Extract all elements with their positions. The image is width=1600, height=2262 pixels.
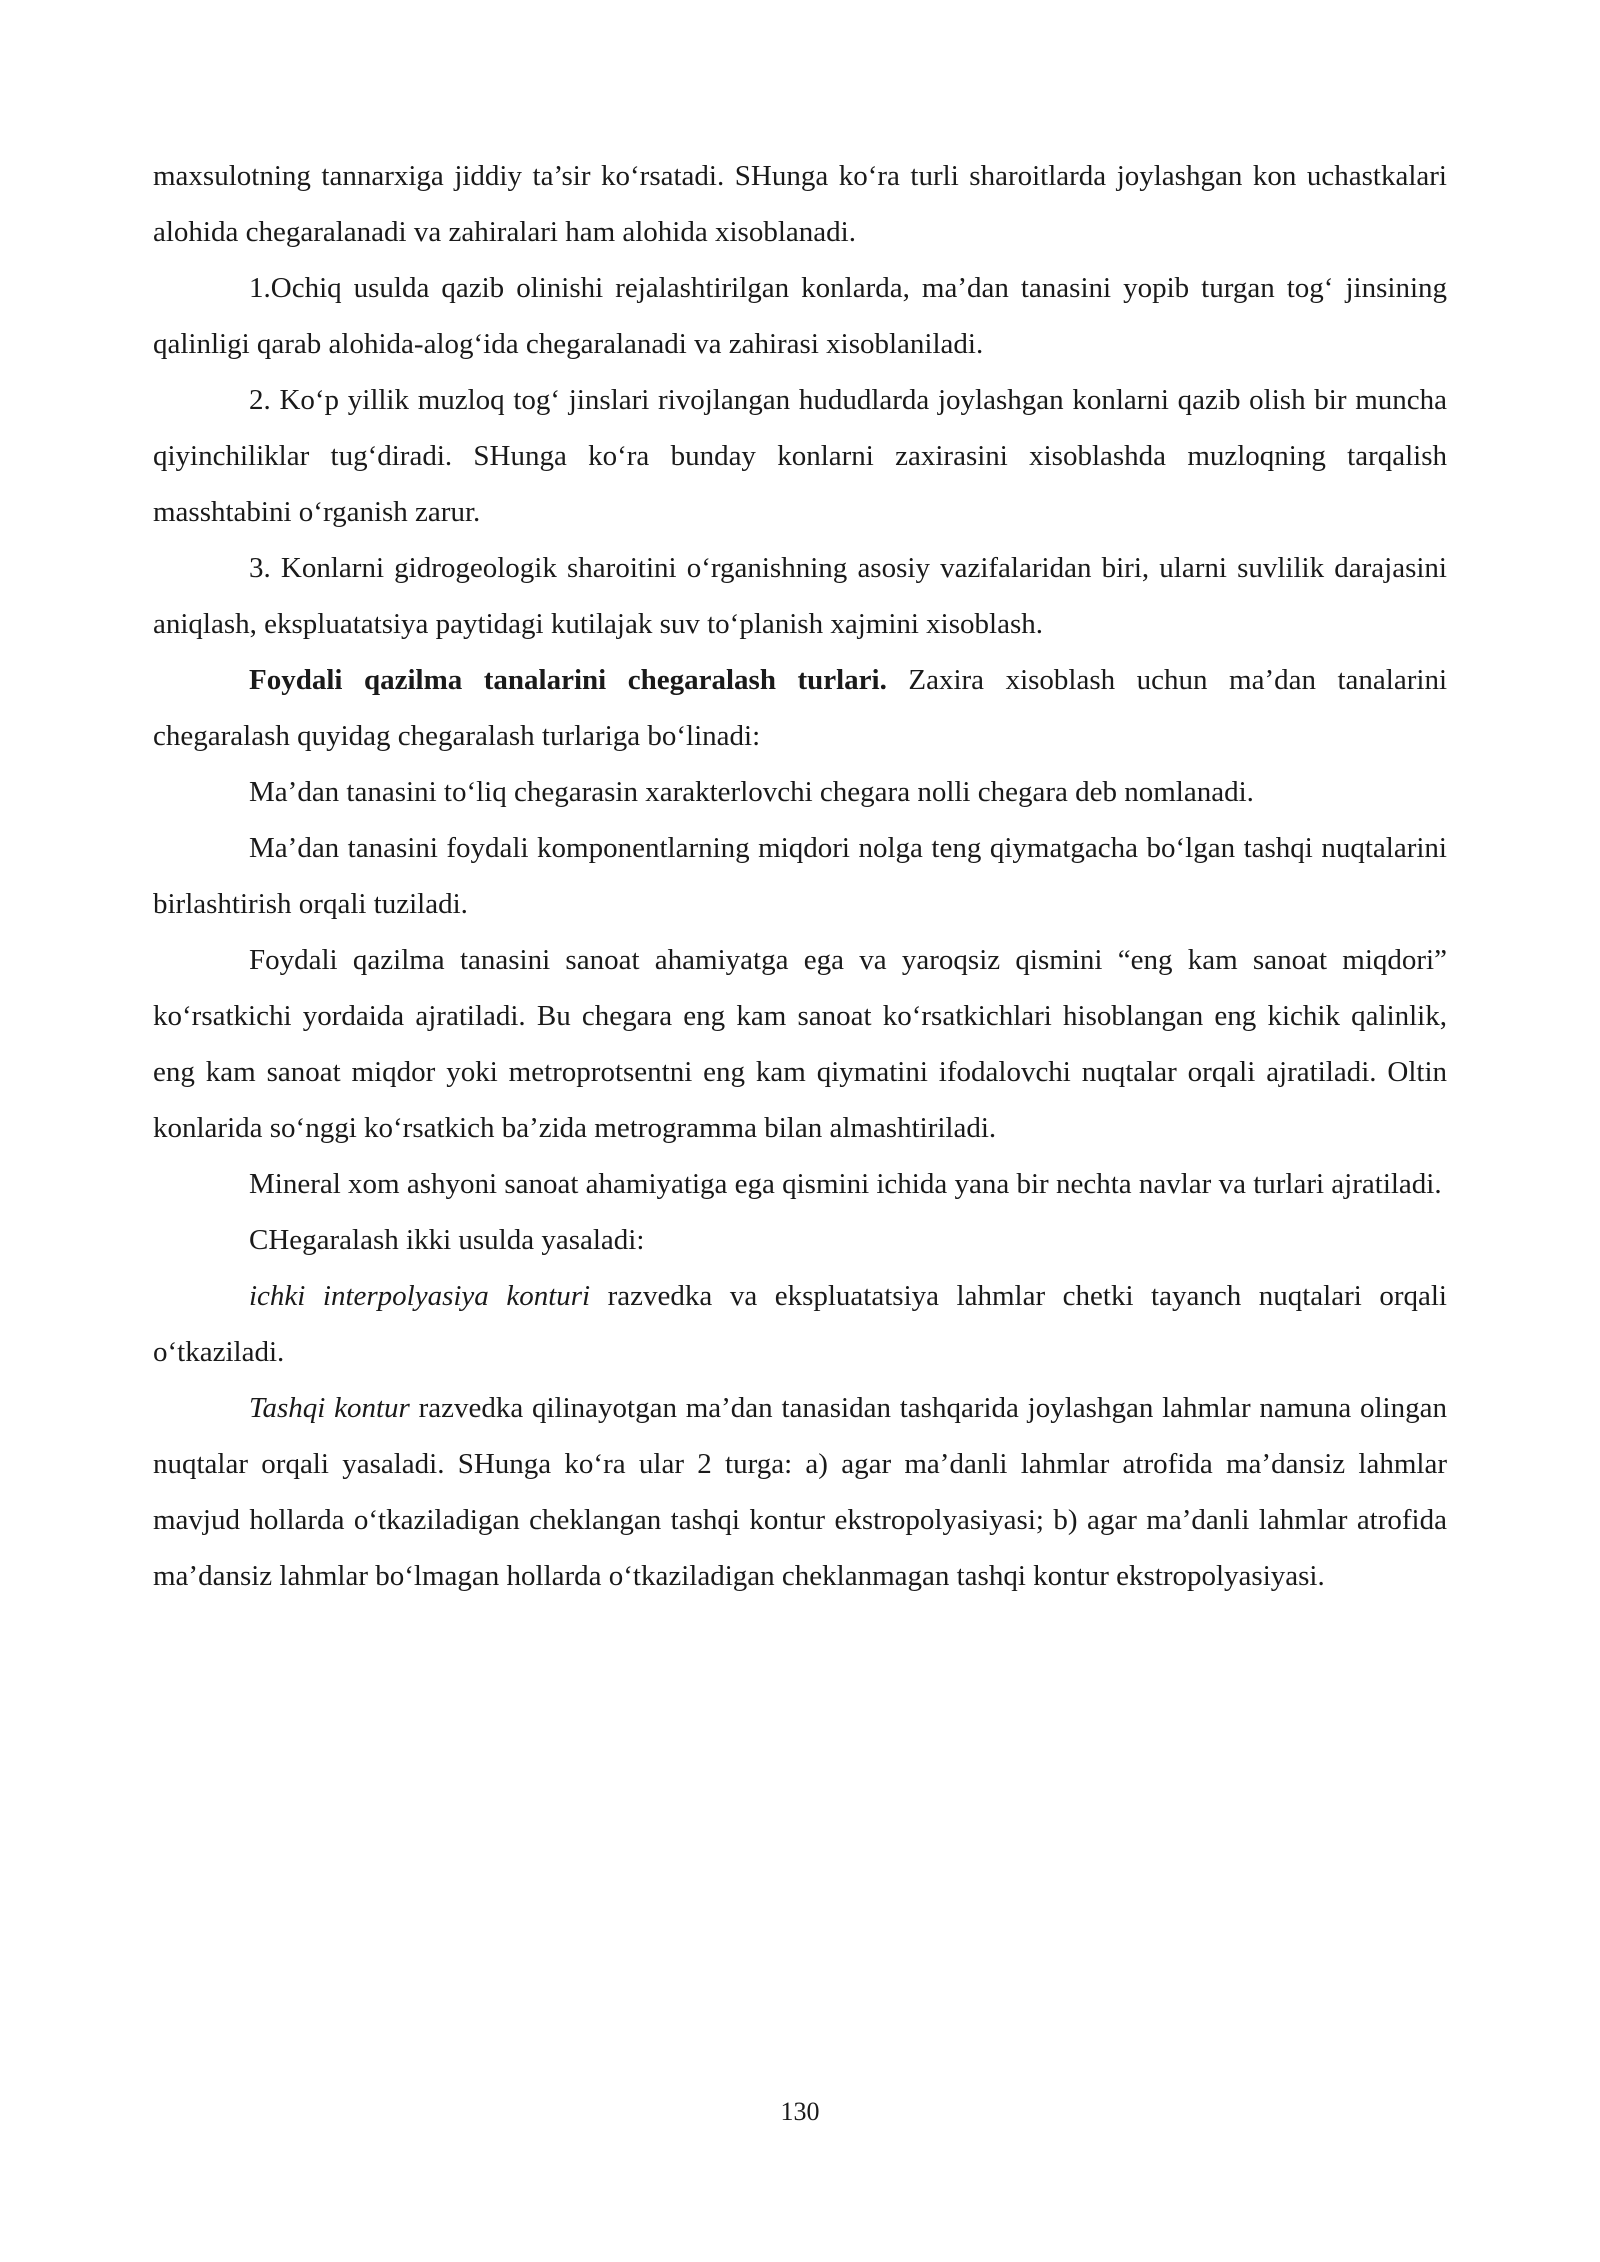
paragraph-boundary-types-text: Zaxira xisoblash uchun ma’dan tanalarini chegaralash quyidag chegaralash turlariga bo‘linadi: (153, 664, 1447, 752)
paragraph-permafrost: 2. Ko‘p yillik muzloq tog‘ jinslari rivojlangan hududlarda joylashgan konlarni qazib olish bir muncha qiyinchiliklar tug‘diradi. SHunga ko‘ra bunday konlarni zaxirasini xisoblashda muzloqning tarqalish masshtabini o‘rganish zarur. (153, 384, 1447, 528)
paragraph-zero-boundary: Ma’dan tanasini to‘liq chegarasin xarakterlovchi chegara nolli chegara deb nomlanadi. (249, 776, 1254, 808)
page-body (153, 148, 1447, 1604)
paragraph-internal-contour (153, 1268, 1447, 1380)
paragraph-min-industrial: Foydali qazilma tanasini sanoat ahamiyatga ega va yaroqsiz qismini “eng kam sanoat miqdori” ko‘rsatkichi yordaida ajratiladi. Bu chegara eng kam sanoat ko‘rsatkichlari hisoblangan eng kichik qalinlik, eng kam sanoat miqdor yoki metroprotsentni eng kam qiymatini ifodalovchi nuqtalar orqali ajratiladi. Oltin konlarida so‘nggi ko‘rsatkich ba’zida metrogramma bilan almashtiriladi. (153, 944, 1447, 1144)
paragraph-external-contour-text: razvedka qilinayotgan ma’dan tanasidan tashqarida joylashgan lahmlar namuna olingan nuqtalar orqali yasaladi. SHunga ko‘ra ular 2 turga: a) agar ma’danli lahmlar atrofida ma’dansiz lahmlar mavjud hollarda o‘tkaziladigan cheklangan tashqi kontur ekstropolyasiyasi; b) agar ma’danli lahmlar atrofida ma’dansiz lahmlar bo‘lmagan hollarda o‘tkaziladigan cheklanmagan tashqi kontur ekstropolyasiyasi. (153, 1392, 1447, 1592)
page-number: 130 (780, 2097, 820, 2126)
section-heading-inline: Foydali qazilma tanalarini chegaralash turlari. (249, 664, 887, 696)
paragraph-1: maxsulotning tannarxiga jiddiy ta’sir ko‘rsatadi. SHunga ko‘ra turli sharoitlarda joylashgan kon uchastkalari alohida chegaralanadi va zahiralari ham alohida xisoblanadi. (153, 160, 1447, 248)
paragraph-open-pit: 1.Ochiq usulda qazib olinishi rejalashtirilgan konlarda, ma’dan tanasini yopib turgan tog‘ jinsining qalinligi qarab alohida-alog‘ida chegaralanadi va zahirasi xisoblaniladi. (153, 272, 1447, 360)
paragraph-outer-points: Ma’dan tanasini foydali komponentlarning miqdori nolga teng qiymatgacha bo‘lgan tashqi nuqtalarini birlashtirish orqali tuziladi. (153, 832, 1447, 920)
paragraph-external-contour (153, 1380, 1447, 1604)
term-internal-contour: ichki interpolyasiya konturi (249, 1280, 591, 1312)
term-external-contour: Tashqi kontur (249, 1392, 410, 1424)
paragraph-internal-contour-text: razvedka va ekspluatatsiya lahmlar chetki tayanch nuqtalari orqali o‘tkaziladi. (153, 1280, 1447, 1368)
paragraph-boundary-types (153, 652, 1447, 764)
paragraph-grades: Mineral xom ashyoni sanoat ahamiyatiga ega qismini ichida yana bir nechta navlar va turlari ajratiladi. (249, 1168, 1442, 1200)
paragraph-hydrogeology: 3. Konlarni gidrogeologik sharoitini o‘rganishning asosiy vazifalaridan biri, ularni suvlilik darajasini aniqlash, ekspluatatsiya paytidagi kutilajak suv to‘planish xajmini xisoblash. (153, 552, 1447, 640)
paragraph-two-methods: CHegaralash ikki usulda yasaladi: (249, 1224, 645, 1256)
